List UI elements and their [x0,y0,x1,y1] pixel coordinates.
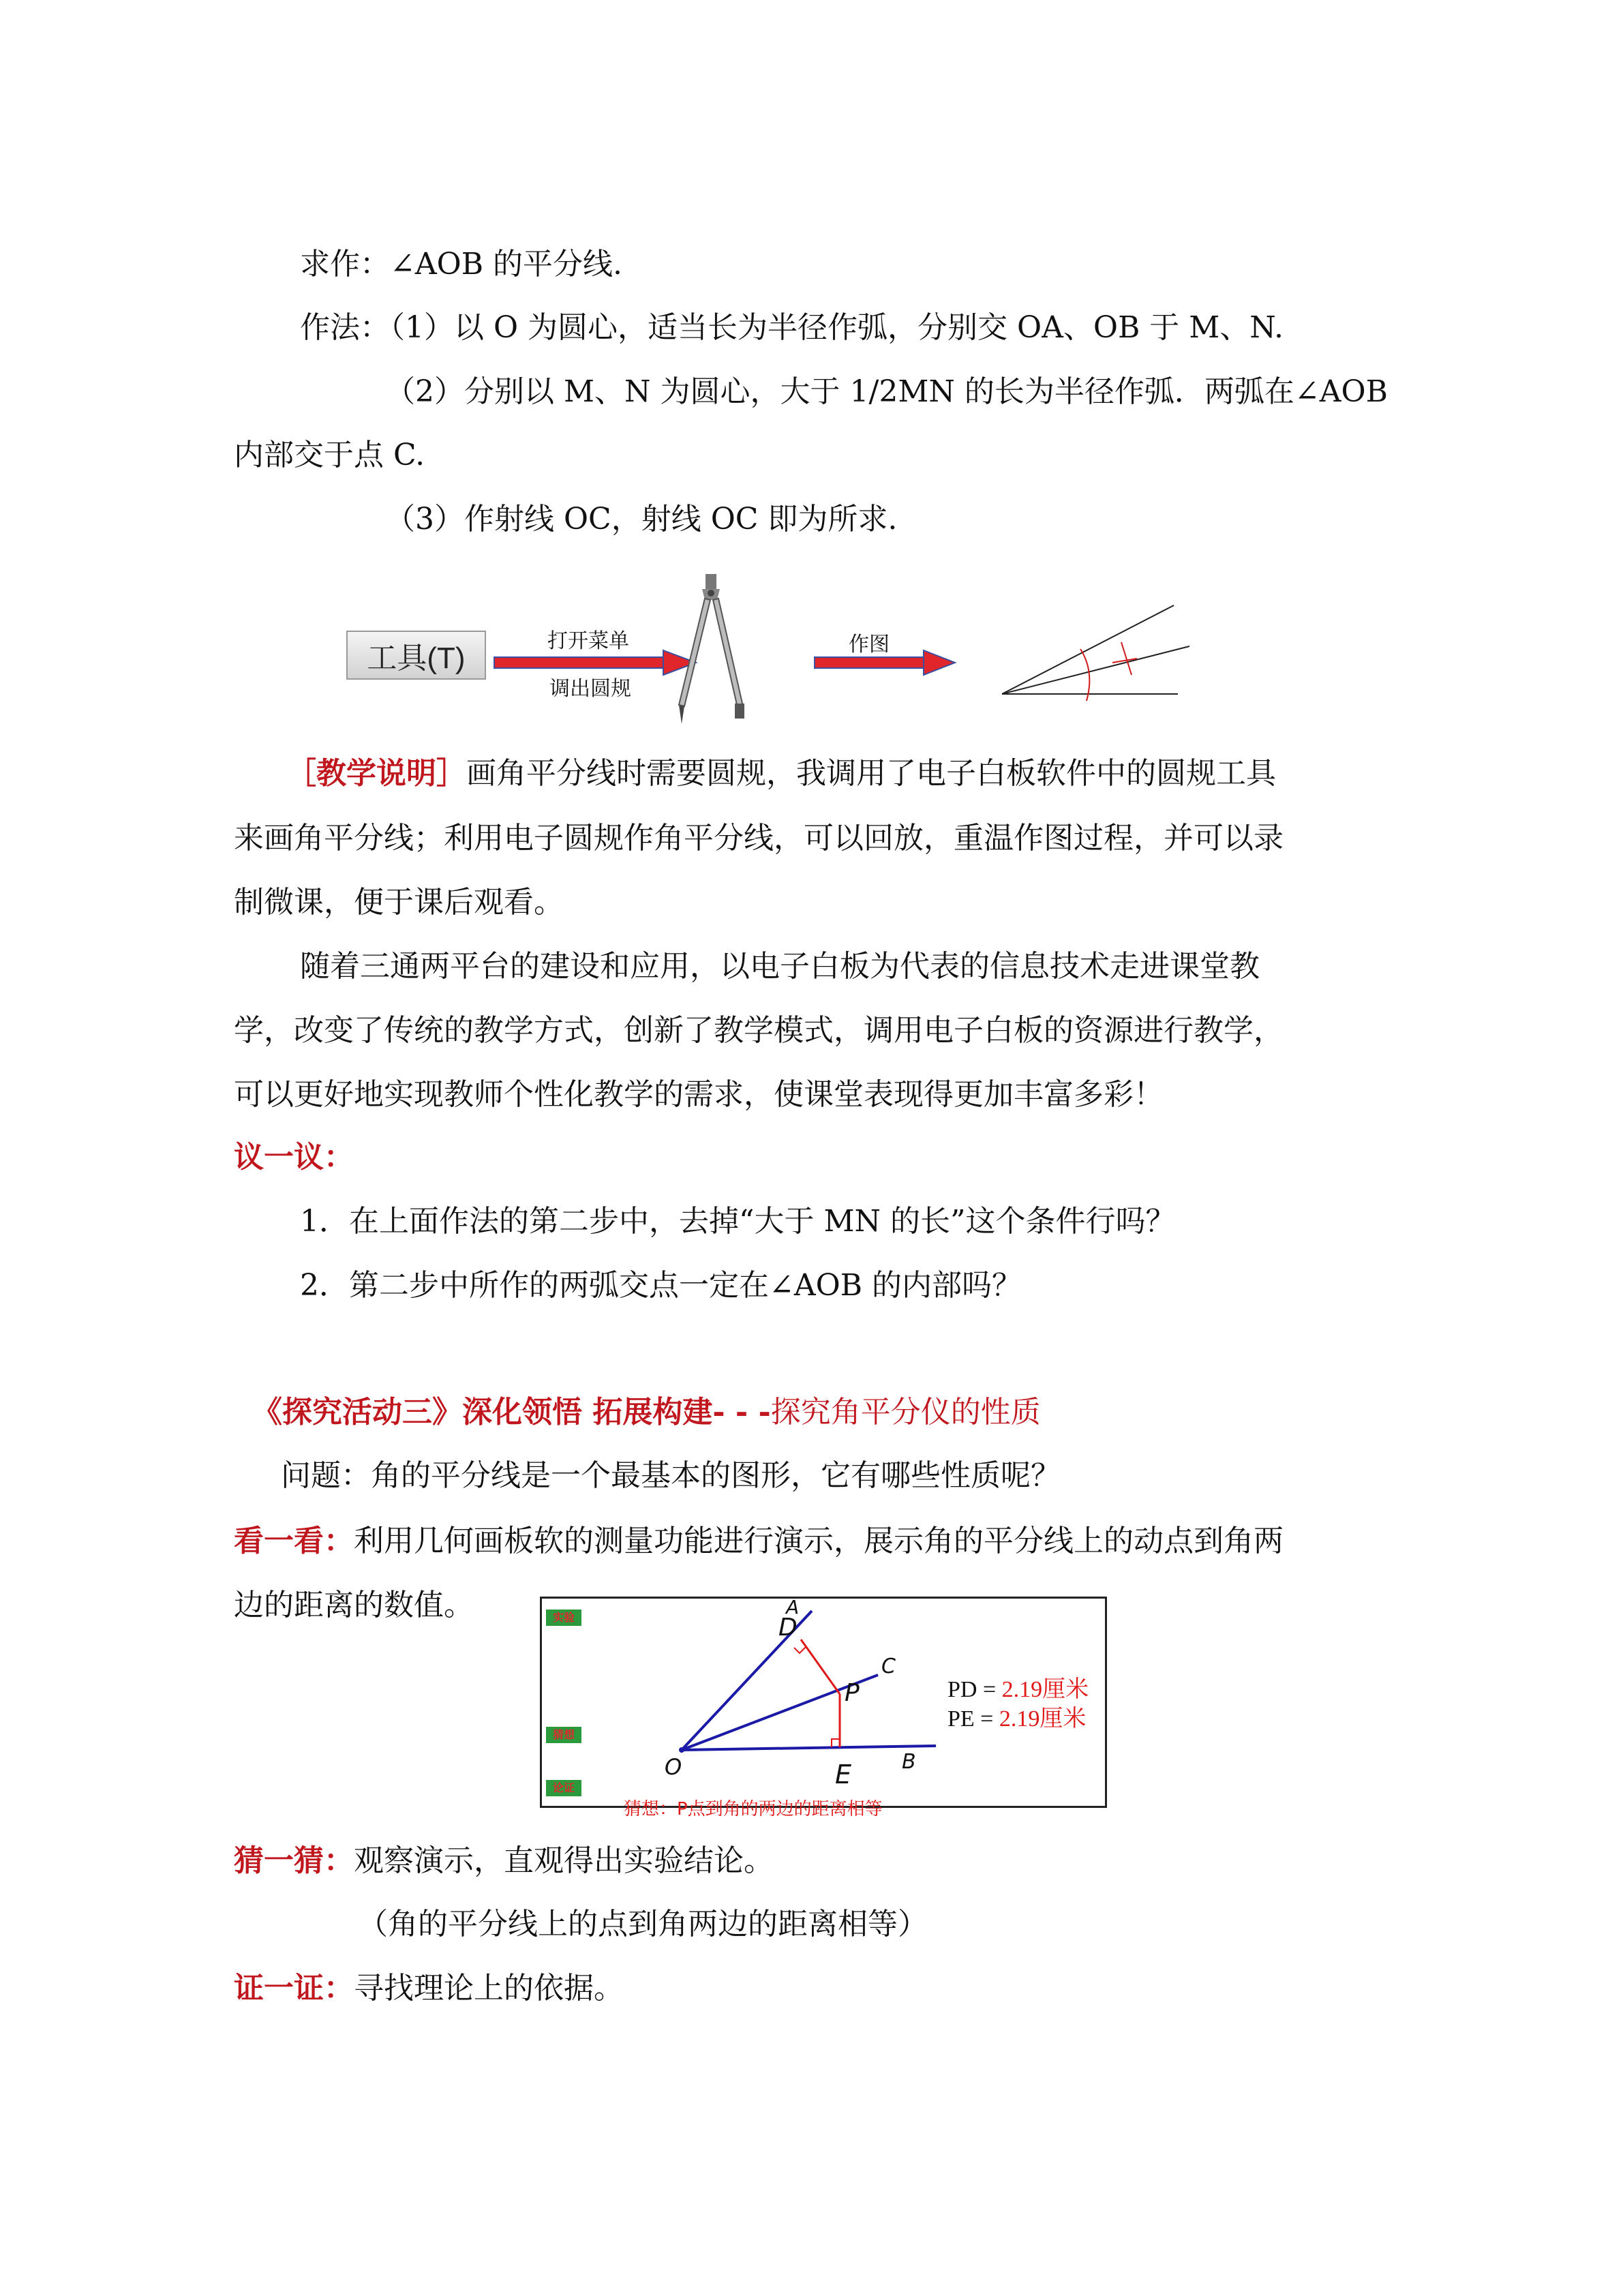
task-line: 求作：∠AOB 的平分线. [300,247,623,282]
paragraph-line3: 可以更好地实现教师个性化教学的需求，使课堂表现得更加丰富多彩！ [234,1077,1164,1112]
method-step-3: （3）作射线 OC，射线 OC 即为所求. [385,502,898,537]
prove-text: 寻找理论上的依据。 [354,1971,624,2006]
proof-button[interactable]: 论证 [546,1780,581,1796]
activity-title-main: 《探究活动三》深化领悟 拓展构建- - - [252,1395,771,1430]
conclusion-line: （角的平分线上的点到角两边的距离相等） [358,1907,928,1942]
teaching-note-line2: 来画角平分线；利用电子圆规作角平分线，可以回放，重温作图过程，并可以录 [234,821,1284,856]
label-A: A [786,1596,800,1618]
guess-line [234,1841,774,1882]
teaching-note-line3: 制微课，便于课后观看。 [234,885,564,920]
look-line2: 边的距离的数值。 [234,1588,474,1622]
discuss-question-2: 2．第二步中所作的两弧交点一定在∠AOB 的内部吗？ [300,1268,1022,1303]
look-line1 [234,1521,1284,1562]
method-step-2-cont: 内部交于点 C. [234,438,425,472]
pd-value: 2.19厘米 [1001,1677,1089,1702]
method-step-1: 作法：（1）以 O 为圆心，适当长为半径作弧，分别交 OA、OB 于 M、N. [300,310,1284,345]
activity-title [252,1392,1041,1433]
paragraph-line2: 学，改变了传统的教学方式，创新了教学模式，调用电子白板的资源进行教学， [234,1013,1284,1048]
guess-button[interactable]: 猜想 [546,1727,581,1743]
compass-icon [675,573,750,726]
paragraph-line1: 随着三通两平台的建设和应用，以电子白板为代表的信息技术走进课堂教 [300,949,1260,984]
teaching-note-text: 画角平分线时需要圆规，我调用了电子白板软件中的圆规工具 [466,756,1276,791]
experiment-button[interactable]: 实验 [546,1610,581,1626]
pd-label: PD = [947,1677,1002,1702]
prove-line [234,1968,624,2009]
guess-text: 观察演示，直观得出实验结论。 [354,1843,774,1878]
label-O: O [665,1754,682,1780]
pe-value: 2.19厘米 [999,1706,1087,1732]
pd-measurement [947,1670,1089,1704]
conjecture-caption: 猜想：P点到角的两边的距离相等 [624,1799,883,1819]
tool-workflow-figure [341,573,1200,729]
label-B: B [902,1750,916,1774]
discuss-title: 议一议： [234,1140,354,1175]
arrow1-bottom-label: 调出圆规 [549,677,631,701]
teaching-note-line1 [286,753,1276,794]
label-E: E [835,1759,852,1789]
arrow1-top-label: 打开菜单 [547,629,629,653]
look-label: 看一看： [234,1524,354,1558]
label-D: D [778,1614,798,1642]
look-text: 利用几何画板软的测量功能进行演示，展示角的平分线上的动点到角两 [354,1524,1284,1558]
guess-label: 猜一猜： [234,1843,354,1878]
activity-title-sub: 探究角平分仪的性质 [770,1395,1041,1430]
pe-measurement [947,1700,1086,1733]
label-C: C [881,1655,896,1678]
question-line: 问题：角的平分线是一个最基本的图形，它有哪些性质呢？ [281,1458,1061,1493]
pe-label: PE = [947,1706,999,1732]
sketchpad-demo-figure [540,1596,1107,1819]
prove-label: 证一证： [234,1971,354,2006]
arrow-right-icon [815,648,958,678]
label-P: P [845,1679,860,1707]
arrow2-top-label: 作图 [849,633,890,656]
method-step-2: （2）分别以 M、N 为圆心，大于 1/2MN 的长为半径作弧．两弧在∠AOB [385,374,1388,409]
discuss-question-1: 1．在上面作法的第二步中，去掉“大于 MN 的长”这个条件行吗？ [300,1204,1176,1239]
angle-bisector-drawing [995,586,1200,709]
teaching-note-tag: ［教学说明］ [286,756,466,791]
tool-menu-button[interactable]: 工具(T) [346,631,486,680]
